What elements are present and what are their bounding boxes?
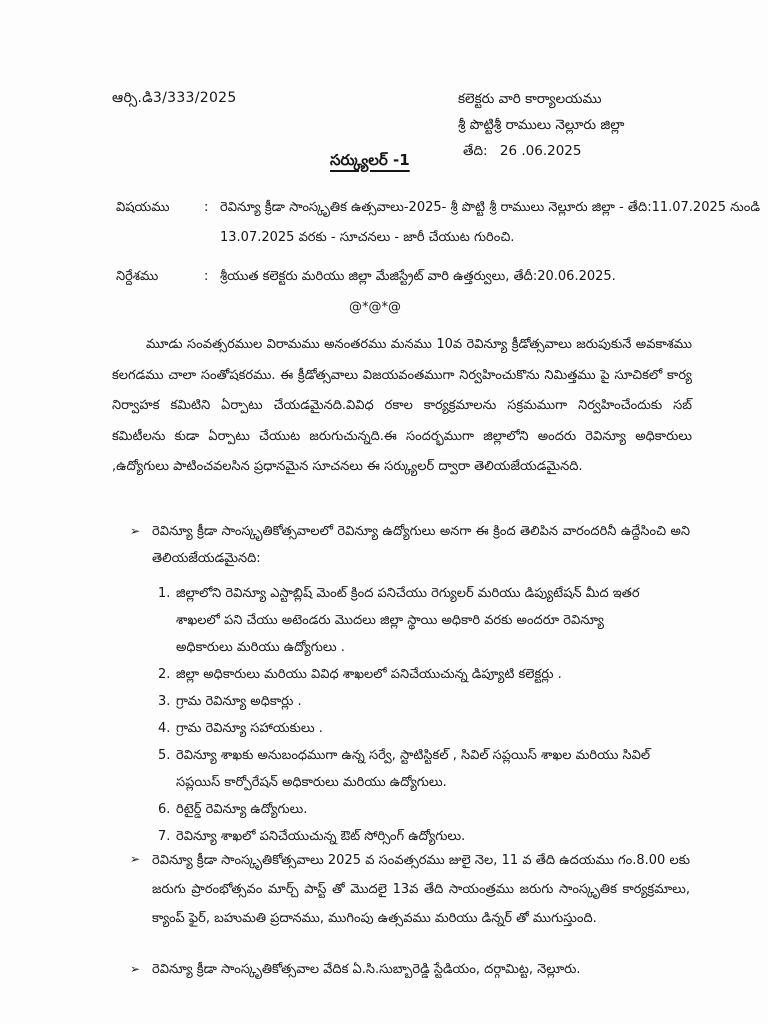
reference-row	[116, 262, 766, 292]
list-text: రెవిన్యూ శాఖకు అనుబంధముగా ఉన్న సర్వే, స్టాటిస్టికల్ , సివిల్ సప్లయిస్ శాఖల మరియు సివిల్ సప్లయిస్ కార్పోరేషన్ అధికారులు మరియు ఉద్యోగులు.	[176, 748, 651, 790]
list-number: 7.	[158, 829, 171, 844]
subject-label: విషయము	[116, 200, 170, 215]
office-name: కలెక్టరు వారి కార్యాలయము	[458, 91, 602, 107]
bullet-employees-definition	[130, 518, 690, 578]
list-item	[158, 688, 658, 715]
list-number: 3.	[158, 694, 171, 709]
list-item	[158, 715, 658, 742]
list-number: 1.	[158, 586, 171, 601]
employee-category-list	[158, 580, 658, 850]
list-text: రిటైర్డ్ రెవిన్యూ ఉద్యోగులు.	[176, 802, 308, 817]
list-number: 4.	[158, 721, 171, 736]
date-value: 26 .06.2025	[499, 143, 582, 159]
list-item	[158, 580, 658, 661]
bullet-text: రెవిన్యూ క్రీడా సాంస్కృతికోత్సవాలు 2025 వ సంవత్సరము జులై నెల, 11 వ తేది ఉదయము గం.8.00 లకు జరుగు ప్రారంభోత్సవం మార్చ్ పాస్ట్ తో మొదలై 13వ తేది సాయంత్రము జరుగు సాంస్కృతిక కార్యక్రమాలు, క్యాంప్ ఫైర్, బహుమతి ప్రదానము, ముగింపు ఉత్సవము మరియు డిన్నర్ తో ముగుస్తుంది.	[152, 853, 690, 926]
bullet-text: రెవిన్యూ క్రీడా సాంస్కృతికోత్సవాల వేదిక ఏ.సి.సుబ్బారెడ్డి స్టేడియం, దర్గామిట్ట, నెల్లూరు.	[152, 962, 581, 977]
subject-text: రెవిన్యూ క్రీడా సాంస్కృతిక ఉత్సవాలు-2025- శ్రీ పొట్టి శ్రీ రాములు నెల్లూరు జిల్లా - తేది:11.07.2025 నుండి 13.07.2025 వరకు - సూచనలు - జారీ చేయుట గురించి.	[220, 200, 760, 245]
reference-label: నిర్దేశము	[116, 269, 159, 284]
intro-paragraph: మూడు సంవత్సరముల విరామము అనంతరము మనము 10వ రెవిన్యూ క్రీడోత్సవాలు జరుపుకునే అవకాశము కలగడము చాలా సంతోషకరము. ఈ క్రీడోత్సవాలు విజయవంతముగా నిర్వహించుకొను నిమిత్తము పై సూచికలో కార్య నిర్వాహక కమిటిని ఏర్పాటు చేయడమైనది.వివిధ రకాల కార్యక్రమాలను సక్రమముగా నిర్వహించేందుకు సబ్ కమిటీలను కుడా ఏర్పాటు చేయుట జరుగుచున్నది.ఈ సందర్భముగా జిల్లాలోని అందరు రెవిన్యూ అధికారులు ,ఉద్యోగులు పాటించవలసిన ప్రధానమైన సూచనలు ఈ సర్క్యులర్ ద్వారా తెలియజేయడమైనది.	[112, 337, 692, 474]
list-number: 2.	[158, 667, 171, 682]
office-address	[458, 86, 624, 164]
arrow-bullet-icon: ➢	[130, 524, 141, 538]
list-text: గ్రామ రెవిన్యూ సహాయకులు .	[176, 721, 323, 736]
list-item	[158, 796, 658, 823]
list-text: జిల్లాలోని రెవిన్యూ ఎస్టాబ్లిష్ మెంట్ క్రింద పనిచేయు రెగ్యులర్ మరియు డిప్యుటేషన్ మీద ఇతర శాఖలలో పని చేయు అటెండరు మొదలు జిల్లా స్థాయి అధికారి వరకు అందరూ రెవిన్యూ అధికారులు మరియు ఉద్యోగులు .	[176, 586, 640, 655]
reference-text: శ్రీయుత కలెక్టరు మరియు జిల్లా మేజిస్ట్రేట్ వారి ఉత్తర్వులు, తేదీ:20.06.2025.	[220, 269, 616, 284]
list-text: రెవిన్యూ శాఖలో పనిచేయుచున్న ఔట్ సోర్సింగ్ ఉద్యోగులు.	[176, 829, 466, 844]
bullet-venue	[130, 956, 690, 986]
list-text: గ్రామ రెవిన్యూ అధికార్లు .	[176, 694, 302, 709]
list-number: 5.	[158, 748, 171, 763]
list-text: జిల్లా అధికారులు మరియు వివిధ శాఖలలో పనిచేయుచున్న డిప్యూటి కలెక్టర్లు .	[176, 667, 562, 682]
bullet-schedule	[130, 846, 690, 966]
circular-title: సర్క్యులర్ -1	[330, 151, 410, 169]
bullet-text: రెవిన్యూ క్రీడా సాంస్కృతికోత్సవాలలో రెవిన్యూ ఉద్యోగులు అనగా ఈ క్రింద తెలిపిన వారందరినీ ఉద్దేసించి అని తెలియజేయడమైనది:	[152, 524, 690, 566]
arrow-bullet-icon: ➢	[130, 962, 141, 976]
date-label: తేది:	[463, 143, 488, 159]
subject-colon: :	[204, 200, 209, 215]
list-number: 6.	[158, 802, 171, 817]
list-item	[158, 742, 658, 796]
list-item	[158, 661, 658, 688]
issue-date	[458, 138, 624, 164]
office-district: శ్రీ పొట్టిశ్రీ రాములు నెల్లూరు జిల్లా	[458, 117, 625, 133]
reference-colon: :	[204, 269, 209, 284]
reference-number: ఆర్సి.డి3/333/2025	[112, 90, 237, 106]
arrow-bullet-icon: ➢	[130, 852, 141, 866]
separator: @*@*@	[349, 300, 401, 315]
